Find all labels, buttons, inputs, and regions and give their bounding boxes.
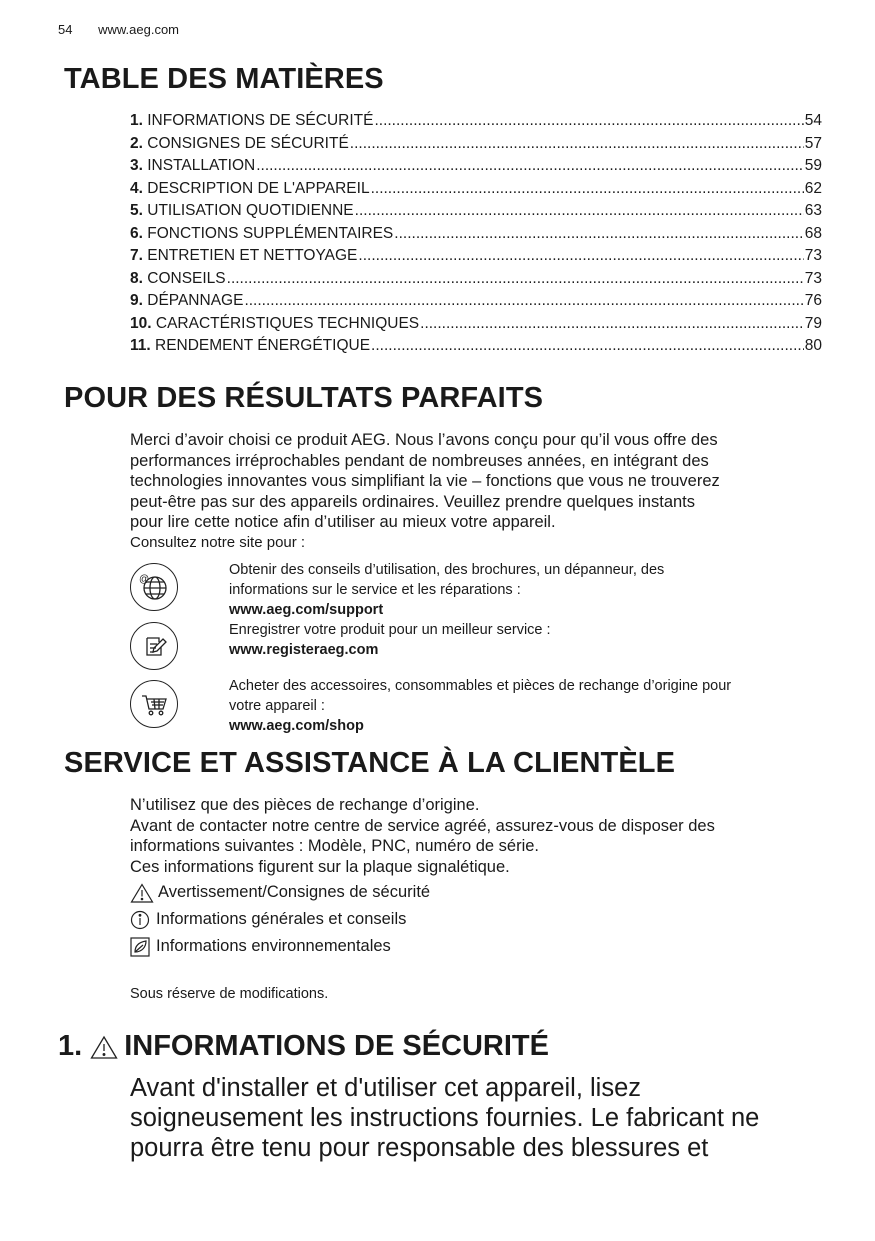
site-url[interactable]: www.aeg.com	[98, 22, 180, 37]
toc-item[interactable]: 7. ENTRETIEN ET NETTOYAGE ..... 73	[130, 245, 822, 268]
register-link[interactable]: www.registeraeg.com	[229, 641, 379, 658]
toc-item[interactable]: 10. CARACTÉRISTIQUES TECHNIQUES ..... 79	[130, 313, 822, 336]
section-1-heading: 1. INFORMATIONS DE SÉCURITÉ	[58, 1030, 549, 1062]
toc-item[interactable]: 2. CONSIGNES DE SÉCURITÉ ..... 57	[130, 133, 822, 156]
toc-item[interactable]: 8. CONSEILS ..... 73	[130, 268, 822, 291]
info-icon	[130, 910, 152, 930]
shop-text: Acheter des accessoires, consommables et pièces de rechange d’origine pour votre appareil : www.aeg.com/shop	[229, 678, 732, 734]
consult-text: Consultez notre site pour :	[130, 533, 306, 551]
service-text: N’utilisez que des pièces de rechange d’origine. Avant de contacter notre centre de service agréé, assurez-vous de disposer des informations suivantes : Modèle, PNC, numéro de série. Ces informations figurent sur la plaque signalétique.	[130, 796, 715, 876]
toc-item[interactable]: 11. RENDEMENT ÉNERGÉTIQUE ..... 80	[130, 335, 822, 358]
support-text: Obtenir des conseils d’utilisation, des brochures, un dépanneur, des informations sur le service et les réparations : www.aeg.com/support	[229, 562, 665, 618]
service-title: SERVICE ET ASSISTANCE À LA CLIENTÈLE	[64, 747, 676, 779]
register-row	[130, 621, 850, 671]
leaf-icon	[130, 937, 152, 957]
toc-item[interactable]: 4. DESCRIPTION DE L'APPAREIL ..... 62	[130, 178, 822, 201]
toc-title: TABLE DES MATIÈRES	[64, 63, 384, 95]
table-of-contents	[130, 110, 822, 358]
svg-text:@: @	[139, 574, 150, 585]
legend-warning: Avertissement/Consignes de sécurité	[130, 879, 430, 906]
web-globe-icon	[130, 563, 178, 611]
toc-item[interactable]: 9. DÉPANNAGE ..... 76	[130, 290, 822, 313]
results-intro: Merci d’avoir choisi ce produit AEG. Nous l’avons conçu pour qu’il vous offre des performances irréprochables pendant de nombreuses années, en intégrant des technologies innovantes vous simplifiant la vie – fonctions que vous ne trouverez peut-être pas sur des appareils ordinaires. Veuillez prendre quelques instants pour lire cette notice afin d’utiliser au mieux votre appareil. Consultez notre site pour :	[130, 430, 830, 554]
page-header	[58, 22, 201, 37]
toc-item[interactable]: 3. INSTALLATION ..... 59	[130, 155, 822, 178]
shop-row	[130, 677, 850, 733]
warning-icon	[90, 1035, 118, 1059]
page-number: 54	[58, 22, 73, 37]
legend-info: Informations générales et conseils	[130, 906, 430, 933]
modification-note: Sous réserve de modifications.	[130, 986, 329, 1002]
shopping-cart-icon	[130, 680, 178, 728]
warning-icon	[130, 883, 154, 903]
toc-item[interactable]: 1. INFORMATIONS DE SÉCURITÉ ..... 54	[130, 110, 822, 133]
legend-environment: Informations environnementales	[130, 933, 430, 960]
symbol-legend	[130, 879, 430, 960]
register-text: Enregistrer votre produit pour un meilleur service : www.registeraeg.com	[229, 622, 551, 658]
support-row	[130, 561, 850, 617]
results-title: POUR DES RÉSULTATS PARFAITS	[64, 382, 544, 414]
register-pen-icon	[130, 622, 178, 670]
toc-item[interactable]: 5. UTILISATION QUOTIDIENNE ..... 63	[130, 200, 822, 223]
section-1-text: Avant d'installer et d'utiliser cet appareil, lisez soigneusement les instructions fournies. Le fabricant ne pourra être tenu pour responsable des blessures et	[130, 1074, 760, 1162]
support-link[interactable]: www.aeg.com/support	[229, 601, 384, 618]
toc-item[interactable]: 6. FONCTIONS SUPPLÉMENTAIRES ..... 68	[130, 223, 822, 246]
shop-link[interactable]: www.aeg.com/shop	[229, 717, 364, 734]
